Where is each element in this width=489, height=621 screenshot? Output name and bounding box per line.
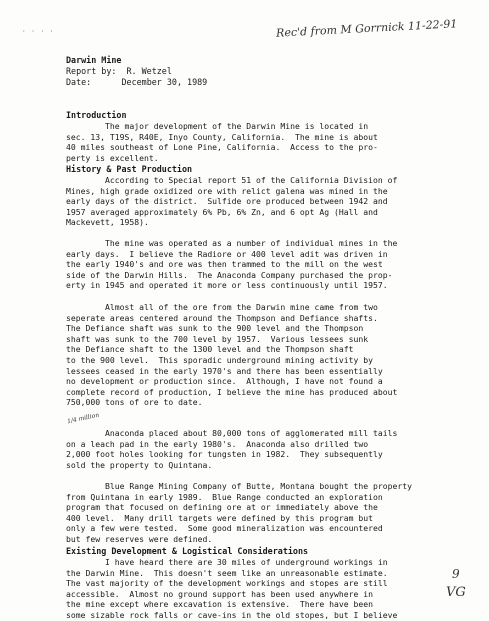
text-line: from Quintana in early 1989. Blue Range conducted an exploration — [66, 491, 383, 502]
history-paragraph-2 — [66, 238, 476, 291]
text-line: lessees ceased in the early 1970's and there has been essentially — [66, 365, 383, 376]
text-line: Almost all of the ore from the Darwin mine came from two — [66, 302, 378, 312]
text-line: The major development of the Darwin Mine is located in — [66, 121, 369, 131]
text-line: complete record of production, I believe the mine has produced about — [66, 386, 398, 397]
report-date-label: Date: — [66, 77, 92, 87]
text-line: 40 miles southeast of Lone Pine, California. Access to the pro- — [66, 142, 378, 153]
report-date-value: December 30, 1989 — [121, 77, 208, 87]
text-line: I have heard there are 30 miles of underground workings in — [66, 557, 388, 567]
text-line: Blue Range Mining Company of Butte, Montana bought the property — [66, 481, 412, 491]
text-line: 750,000 tons of ore to date. — [66, 397, 203, 408]
text-line: According to Special report 51 of the California Division of — [66, 175, 398, 185]
text-line: perty is excellent. — [66, 152, 159, 163]
handwritten-insertion: 1/4 million — [66, 411, 100, 426]
text-line: sold the property to Quintana. — [66, 459, 213, 470]
text-line: erty in 1945 and operated it more or less continuously until 1957. — [66, 280, 388, 291]
text-line: Mines, high grade oxidized ore with relict galena was mined in the — [66, 185, 388, 196]
text-line: the Defiance shaft to the 1300 level and the Thompson shaft — [66, 344, 354, 355]
report-title: Darwin Mine — [66, 55, 122, 65]
text-line: 1957 averaged approximately 6% Pb, 6% Zn, and 6 opt Ag (Hall and — [66, 206, 378, 217]
text-line: early days. I believe the Radiore or 400 level adit was driven in — [66, 248, 388, 259]
history-paragraph-1 — [66, 175, 476, 228]
text-line: Anaconda placed about 80,000 tons of agglomerated mill tails — [66, 428, 398, 438]
text-line: side of the Darwin Hills. The Anaconda Company purchased the prop- — [66, 269, 393, 280]
text-line: The vast majority of the development workings and stopes are still — [66, 578, 388, 589]
report-by-row — [66, 66, 207, 77]
text-line: 2,000 foot holes looking for tungsten in 1982. They subsequently — [66, 449, 383, 460]
text-line: early days of the district. Sulfide ore produced between 1942 and — [66, 196, 388, 207]
text-line: but few reserves were defined. — [66, 533, 213, 544]
text-line: the Darwin Mine. This doesn't seem like an unreasonable estimate. — [66, 567, 388, 578]
text-line: sec. 13, T19S, R40E, Inyo County, California. The mine is about — [66, 131, 378, 142]
text-line: to the 900 level. This sporadic underground mining activity by — [66, 354, 373, 365]
text-line: some sizable rock falls or cave-ins in the old stopes, but I believe — [66, 609, 398, 620]
report-by-label: Report by: — [66, 66, 117, 76]
text-line: Mackevett, 1958). — [66, 217, 149, 228]
history-paragraph-5 — [66, 481, 476, 545]
text-line: the early 1940's and ore was then trammed to the mill on the west — [66, 259, 383, 270]
text-line: only a few were tested. Some good mineralization was encountered — [66, 523, 383, 534]
scan-speckles: · · · · — [22, 28, 55, 35]
history-paragraph-4 — [66, 428, 476, 470]
handwritten-corner-mark: 9 — [452, 567, 460, 581]
report-header — [66, 55, 207, 88]
report-by-value: R. Wetzel — [126, 66, 172, 76]
handwritten-corner-initials: VG — [446, 585, 466, 600]
text-line: The Defiance shaft was sunk to the 900 level and the Thompson — [66, 323, 364, 334]
intro-paragraph — [66, 121, 476, 163]
report-date-row — [66, 77, 207, 88]
existing-heading: Existing Development & Logistical Considerations — [66, 546, 309, 556]
text-line: the mine except where excavation is extensive. There have been — [66, 599, 373, 610]
history-paragraph-3 — [66, 302, 476, 408]
text-line: accessible. Almost no ground support has been used anywhere in — [66, 588, 373, 599]
text-line: on a leach pad in the early 1980's. Anaconda also drilled two — [66, 438, 369, 449]
text-line: seperate areas centered around the Thompson and Defiance shafts. — [66, 312, 378, 323]
text-line: The mine was operated as a number of individual mines in the — [66, 238, 398, 248]
text-line: no development or production since. Although, I have not found a — [66, 376, 383, 387]
existing-paragraph-1 — [66, 557, 476, 621]
handwritten-received-note: Rec'd from M Gorrnick 11-22-91 — [275, 17, 458, 40]
intro-heading: Introduction — [66, 110, 127, 120]
history-heading: History & Past Production — [66, 164, 193, 174]
text-line: shaft was sunk to the 700 level by 1957. Various lessees sunk — [66, 333, 369, 344]
text-line: program that focused on defining ore at or immediately above the — [66, 502, 378, 513]
text-line: 400 level. Many drill targets were defined by this program but — [66, 512, 373, 523]
